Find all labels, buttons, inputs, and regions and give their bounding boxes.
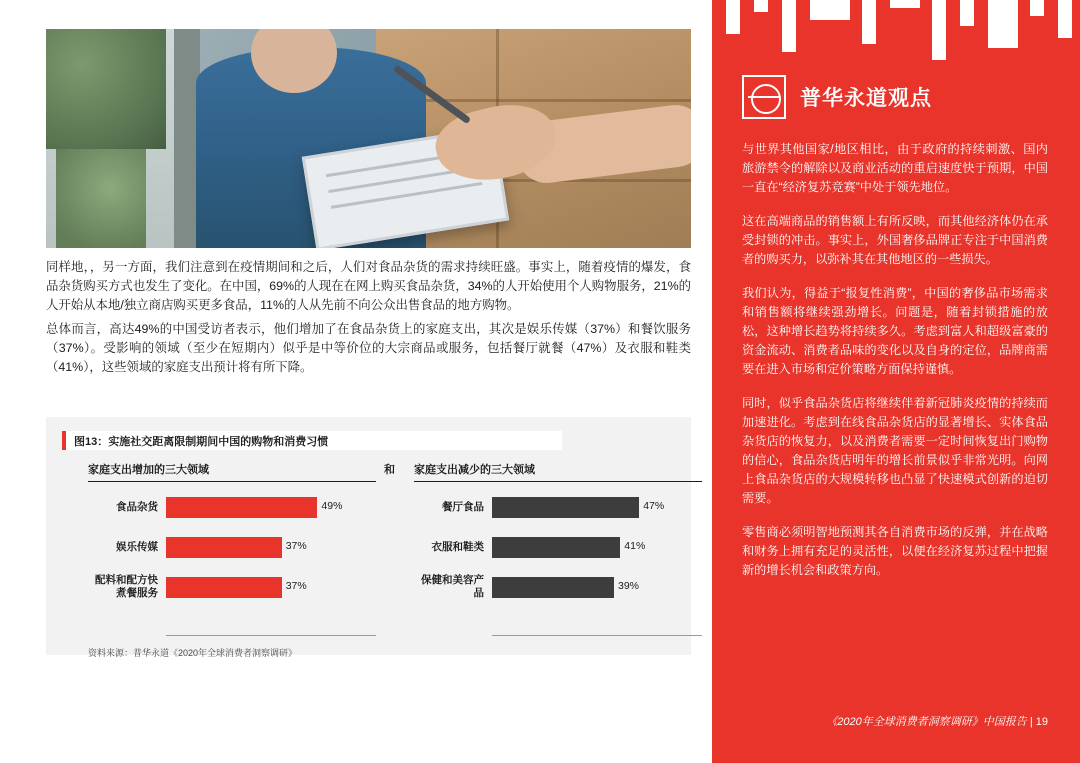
deco-bar: [932, 0, 946, 60]
bar-fill: [166, 497, 317, 518]
viewpoint-paragraph: 这在高端商品的销售额上有所反映，而其他经济体仍在承受封锁的冲击。事实上，外国奢侈品牌正专注于中国消费者的购买力，以弥补其在其他地区的一些损失。: [742, 214, 1048, 266]
figure-source-note: 资料来源：普华永道《2020年全球消费者洞察调研》: [88, 648, 298, 658]
page-footer: [826, 713, 1048, 729]
chart-bar-row: [88, 532, 376, 562]
pwc-eye-icon: [742, 75, 786, 119]
deco-bar: [988, 0, 1018, 48]
viewpoint-paragraph: 零售商必须明智地预测其各自消费市场的反弹，并在战略和财务上拥有充足的灵活性，以便在经济复苏过程中把握新的增长机会和政策方向。: [742, 525, 1048, 577]
body-paragraph-2: 总体而言，高达49%的中国受访者表示，他们增加了在食品杂货上的家庭支出，其次是娱乐传媒（37%）和餐饮服务（37%）。受影响的领域（至少在短期内）似乎是中等价位的大宗商品或服务，包括餐厅就餐（47%）及衣服和鞋类（41%），这些领域的家庭支出预计将有所下降。: [46, 322, 691, 374]
bar-track: [166, 537, 376, 558]
deco-bar: [754, 0, 768, 12]
panel-conjunction-label: 和: [384, 464, 395, 476]
pwc-viewpoint-panel: [712, 0, 1080, 763]
bar-value-label: 49%: [321, 499, 343, 512]
footer-report-title: 《2020年全球消费者洞察调研》中国报告: [826, 716, 1027, 728]
deco-bar: [726, 0, 740, 34]
footer-separator: |: [1029, 716, 1033, 728]
viewpoint-paragraph: 我们认为，得益于“报复性消费”，中国的奢侈品市场需求和销售额将继续强劲增长。问题是，随着封锁措施的放松，这种增长趋势将持续多久。考虑到富人和超级富豪的资金流动、消费者品味的变化以及自身的定位，品牌商需要在进入市场和定价策略方面保持谨慎。: [742, 286, 1048, 376]
bar-category-label: 食品杂货: [116, 500, 158, 513]
deco-bar: [890, 0, 920, 8]
deco-bar: [810, 0, 850, 20]
deco-bar: [960, 0, 974, 26]
figure-title: 图13：实施社交距离限制期间中国的购物和消费习惯: [62, 431, 562, 450]
viewpoint-header: [742, 75, 932, 119]
decorative-bar-graphic: [712, 0, 1080, 66]
viewpoint-body: [742, 140, 1048, 595]
bar-category-label: 保健和美容产品: [421, 574, 484, 599]
deco-bar: [1030, 0, 1044, 16]
bar-category-label: 配料和配方快煮餐服务: [95, 574, 158, 599]
chart-bar-row: [88, 572, 376, 602]
bar-fill: [166, 537, 282, 558]
bar-category-label: 餐厅食品: [442, 500, 484, 513]
bar-value-label: 47%: [643, 499, 665, 512]
bar-fill: [492, 537, 620, 558]
panel-heading-decrease: 家庭支出减少的三大领域: [414, 461, 702, 482]
bar-fill: [492, 577, 614, 598]
chart-bar-row: [414, 492, 702, 522]
panel-axis-line: [492, 635, 702, 636]
figure-chart-area: [62, 461, 675, 658]
chart-bar-row: [414, 572, 702, 602]
panel-heading-increase: 家庭支出增加的三大领域: [88, 461, 376, 482]
deco-bar: [862, 0, 876, 44]
bar-category-label: 衣服和鞋类: [431, 540, 484, 553]
chart-bar-row: [414, 532, 702, 562]
page-number: 19: [1035, 716, 1048, 728]
bar-value-label: 41%: [624, 539, 646, 552]
bar-value-label: 37%: [285, 539, 307, 552]
delivery-person-signing-tablet-photo: [46, 29, 691, 248]
panel-axis-line: [166, 635, 376, 636]
bar-value-label: 39%: [618, 579, 640, 592]
deco-bar: [1058, 0, 1072, 38]
chart-panel-increase: [88, 461, 376, 636]
photo-foliage-top: [46, 29, 166, 149]
bar-track: [492, 537, 702, 558]
photo-foliage-bottom: [56, 149, 146, 248]
viewpoint-paragraph: 同时，似乎食品杂货店将继续伴着新冠肺炎疫情的持续而加速进化。考虑到在线食品杂货店的显著增长、实体食品杂货店的恢复力，以及消费者需要一定时间恢复出门购物的信心，食品杂货店明年的增长前景似乎非常光明。向网上食品杂货店的大规模转移也凸显了快速模式创新的迫切需要。: [742, 396, 1048, 505]
bar-fill: [166, 577, 282, 598]
deco-bar: [782, 0, 796, 52]
chart-panel-decrease: [414, 461, 702, 636]
bar-track: [166, 497, 376, 518]
viewpoint-paragraph: 与世界其他国家/地区相比，由于政府的持续刺激、国内旅游禁令的解除以及商业活动的重启速度快于预期，中国一直在“经济复苏竞赛”中处于领先地位。: [742, 142, 1048, 194]
bar-value-label: 37%: [285, 579, 307, 592]
bar-track: [492, 577, 702, 598]
chart-bar-row: [88, 492, 376, 522]
bar-track: [492, 497, 702, 518]
bar-category-label: 娱乐传媒: [116, 540, 158, 553]
figure-13-card: [46, 417, 691, 658]
viewpoint-title: 普华永道观点: [800, 87, 932, 110]
body-paragraph-1: 同样地，，另一方面，我们注意到在疫情期间和之后，人们对食品杂货的需求持续旺盛。事实上，随着疫情的爆发，食品杂货购买方式也发生了变化。在中国，69%的人现在在网上购买食品杂货，34%的人开始使用个人购物服务，21%的人开始从本地/独立商店购买更多食品，11%的人从先前不向公众出售食品的地方购物。: [46, 260, 691, 312]
bar-track: [166, 577, 376, 598]
bar-fill: [492, 497, 639, 518]
